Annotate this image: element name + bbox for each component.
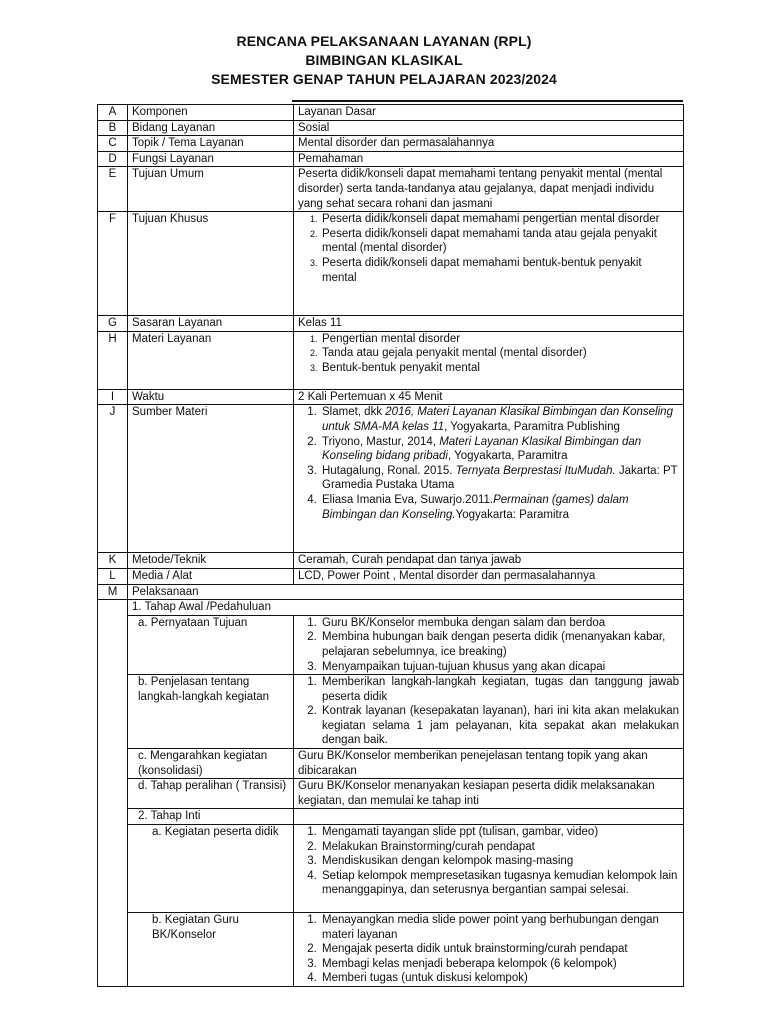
reference-item: 1. Slamet, dkk 2016, Materi Layanan Klasikal Bimbingan dan Konseling untuk SMA-MA kelas 11, Yogyakarta, Paramitra Publishing: [320, 405, 679, 434]
row-key: B: [98, 120, 128, 136]
row-label: Materi Layanan: [128, 331, 294, 389]
row-key: E: [98, 167, 128, 212]
row-value: Layanan Dasar: [294, 105, 684, 121]
row-k: [98, 553, 684, 569]
row-label: Fungsi Layanan: [128, 151, 294, 167]
row-e: [98, 167, 684, 212]
kegiatan-guru-row: [98, 913, 684, 987]
list-item: 1. Memberikan langkah-langkah kegiatan, tugas dan tanggung jawab peserta didik: [320, 675, 679, 704]
row-label: Tujuan Khusus: [128, 212, 294, 316]
row-b: [98, 120, 684, 136]
list-item: 1. Menayangkan media slide power point yang berhubungan dengan materi layanan: [320, 913, 679, 942]
peralihan-row: [98, 779, 684, 809]
blank-cell: [98, 600, 128, 987]
header-rule: [292, 100, 683, 102]
stage-title: 1. Tahap Awal /Pedahuluan: [128, 600, 684, 616]
pernyataan-tujuan-row: [98, 615, 684, 674]
title-line-1: RENCANA PELAKSANAAN LAYANAN (RPL): [236, 33, 532, 49]
row-d: [98, 151, 684, 167]
tujuan-khusus-list: [298, 212, 679, 285]
step-content: Guru BK/Konselor menanyakan kesiapan peserta didik melaksanakan kegiatan, dan memulai ke tahap inti: [294, 779, 684, 809]
row-label: Komponen: [128, 105, 294, 121]
blank-cell: [294, 809, 684, 825]
list-item: 1. Mengamati tayangan slide ppt (tulisan, gambar, video): [320, 825, 679, 840]
step-label: b. Kegiatan Guru BK/Konselor: [128, 913, 294, 987]
list-item: 2. Mengajak peserta didik untuk brainstorming/curah pendapat: [320, 942, 679, 957]
step-list: [298, 825, 679, 898]
row-key: K: [98, 553, 128, 569]
sumber-list: [298, 405, 679, 522]
list-item: 3. Bentuk-bentuk penyakit mental: [320, 361, 679, 376]
row-key: J: [98, 405, 128, 553]
step-content: [294, 913, 684, 987]
mengarahkan-row: [98, 749, 684, 779]
row-key: H: [98, 331, 128, 389]
step-label: d. Tahap peralihan ( Transisi): [128, 779, 294, 809]
row-key: L: [98, 568, 128, 584]
stage-inti-row: [98, 809, 684, 825]
step-list: [298, 675, 679, 748]
row-key: F: [98, 212, 128, 316]
row-label: Topik / Tema Layanan: [128, 136, 294, 152]
list-item: 1. Pengertian mental disorder: [320, 332, 679, 347]
row-key: C: [98, 136, 128, 152]
list-item: 2. Tanda atau gejala penyakit mental (mental disorder): [320, 346, 679, 361]
step-label: a. Pernyataan Tujuan: [128, 615, 294, 674]
row-c: [98, 136, 684, 152]
row-key: G: [98, 316, 128, 332]
step-content: [294, 675, 684, 749]
row-key: D: [98, 151, 128, 167]
penjelasan-row: [98, 675, 684, 749]
list-item: 3. Menyampaikan tujuan-tujuan khusus yang akan dicapai: [320, 660, 679, 675]
list-item: 1. Peserta didik/konseli dapat memahami pengertian mental disorder: [320, 212, 679, 227]
row-key: I: [98, 389, 128, 405]
rpl-table: [97, 104, 684, 987]
reference-item: 3. Hutagalung, Ronal. 2015. Ternyata Berprestasi ItuMudah. Jakarta: PT Gramedia Pustaka Utama: [320, 464, 679, 493]
row-label: Waktu: [128, 389, 294, 405]
row-value: Pemahaman: [294, 151, 684, 167]
stage-awal-row: [98, 600, 684, 616]
row-label: Pelaksanaan: [128, 584, 684, 600]
row-label: Metode/Teknik: [128, 553, 294, 569]
row-value: Mental disorder dan permasalahannya: [294, 136, 684, 152]
list-item: 2. Peserta didik/konseli dapat memahami tanda atau gejala penyakit mental (mental disorder): [320, 227, 679, 256]
row-f: [98, 212, 684, 316]
row-value: Kelas 11: [294, 316, 684, 332]
title-line-2: BIMBINGAN KLASIKAL: [305, 52, 463, 68]
row-value: Ceramah, Curah pendapat dan tanya jawab: [294, 553, 684, 569]
row-value: [294, 212, 684, 316]
list-item: 1. Guru BK/Konselor membuka dengan salam dan berdoa: [320, 616, 679, 631]
list-item: 2. Kontrak layanan (kesepakatan layanan), hari ini kita akan melakukan kegiatan selama 1 jam pelayanan, kita sepakat akan melakukan dengan baik.: [320, 704, 679, 748]
row-a: [98, 105, 684, 121]
document-header: [0, 32, 768, 89]
step-list: [298, 913, 679, 986]
kegiatan-peserta-row: [98, 825, 684, 913]
row-label: Tujuan Umum: [128, 167, 294, 212]
row-l: [98, 568, 684, 584]
row-label: Bidang Layanan: [128, 120, 294, 136]
list-item: 3. Peserta didik/konseli dapat memahami bentuk-bentuk penyakit mental: [320, 256, 679, 285]
list-item: 2. Melakukan Brainstorming/curah pendapat: [320, 840, 679, 855]
list-item: 4. Setiap kelompok mempresetasikan tugasnya kemudian kelompok lain menanggapinya, dan seterusnya bergantian sampai selesai.: [320, 869, 679, 898]
reference-item: 2. Triyono, Mastur, 2014, Materi Layanan Klasikal Bimbingan dan Konseling bidang pribadi, Yogyakarta, Paramitra: [320, 435, 679, 464]
step-content: [294, 615, 684, 674]
row-i: [98, 389, 684, 405]
title-line-3: SEMESTER GENAP TAHUN PELAJARAN 2023/2024: [211, 71, 557, 87]
row-g: [98, 316, 684, 332]
list-item: 4. Memberi tugas (untuk diskusi kelompok): [320, 971, 679, 986]
reference-item: 4. Eliasa Imania Eva, Suwarjo.2011.Permainan (games) dalam Bimbingan dan Konseling.Yogyakarta: Paramitra: [320, 493, 679, 522]
row-h: [98, 331, 684, 389]
materi-list: [298, 332, 679, 376]
row-value: 2 Kali Pertemuan x 45 Menit: [294, 389, 684, 405]
step-list: [298, 616, 679, 674]
step-label: b. Penjelasan tentang langkah-langkah kegiatan: [128, 675, 294, 749]
step-label: c. Mengarahkan kegiatan (konsolidasi): [128, 749, 294, 779]
row-value: Peserta didik/konseli dapat memahami tentang penyakit mental (mental disorder) serta tanda-tandanya atau gejalanya, dapat menjadi individu yang sehat secara rohani dan jasmani: [294, 167, 684, 212]
row-value: [294, 405, 684, 553]
step-label: a. Kegiatan peserta didik: [128, 825, 294, 913]
list-item: 2. Membina hubungan baik dengan peserta didik (menanyakan kabar, pelajaran sebelumnya, ice breaking): [320, 630, 679, 659]
row-key: M: [98, 584, 128, 600]
list-item: 3. Mendiskusikan dengan kelompok masing-masing: [320, 854, 679, 869]
row-value: Sosial: [294, 120, 684, 136]
row-label: Media / Alat: [128, 568, 294, 584]
stage-title: 2. Tahap Inti: [128, 809, 294, 825]
row-key: A: [98, 105, 128, 121]
row-label: Sasaran Layanan: [128, 316, 294, 332]
row-label: Sumber Materi: [128, 405, 294, 553]
step-content: [294, 825, 684, 913]
list-item: 3. Membagi kelas menjadi beberapa kelompok (6 kelompok): [320, 957, 679, 972]
row-value: LCD, Power Point , Mental disorder dan permasalahannya: [294, 568, 684, 584]
row-value: [294, 331, 684, 389]
row-m: [98, 584, 684, 600]
step-content: Guru BK/Konselor memberikan penejelasan tentang topik yang akan dibicarakan: [294, 749, 684, 779]
row-j: [98, 405, 684, 553]
